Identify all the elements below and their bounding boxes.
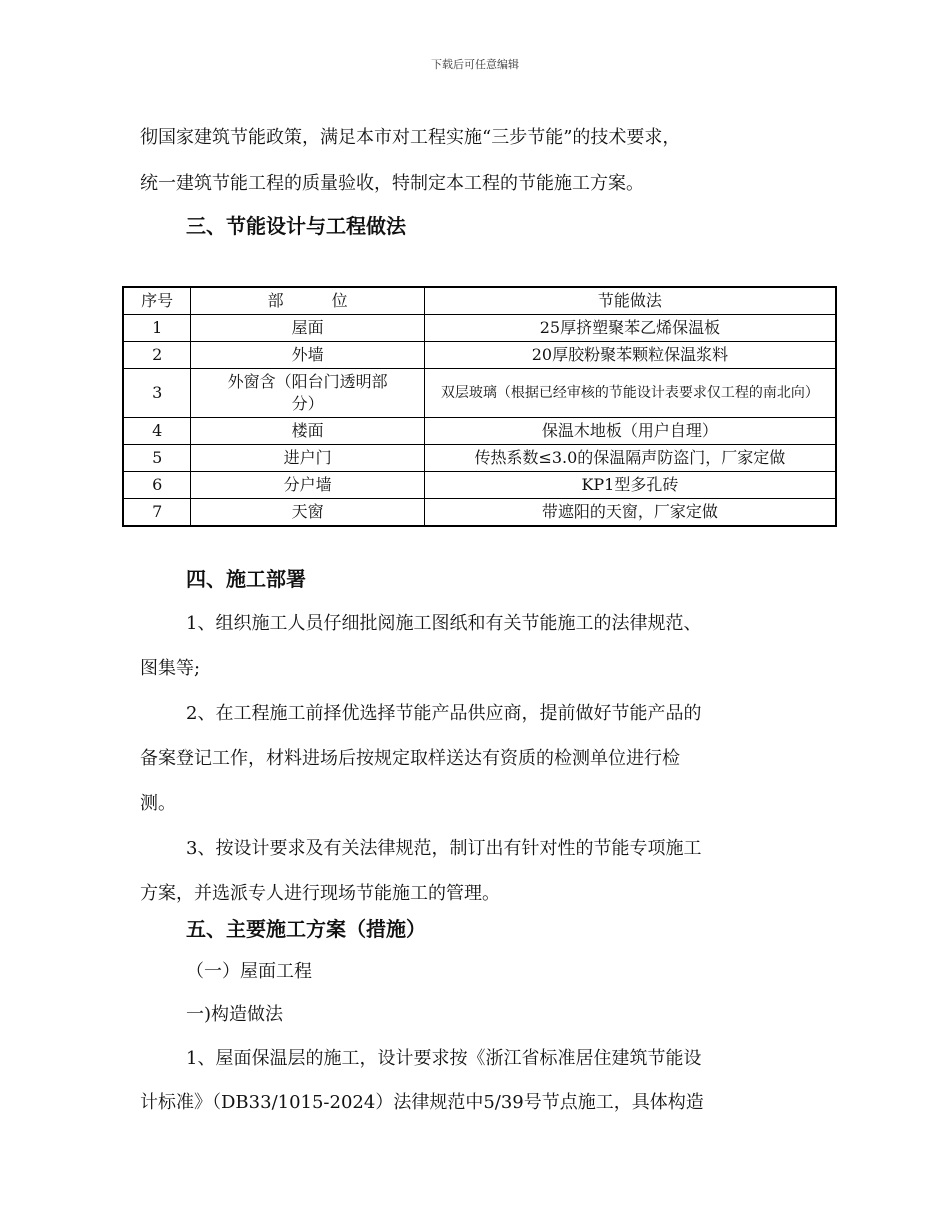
table-row	[123, 472, 836, 499]
energy-saving-table	[122, 286, 837, 527]
cell-index: 1	[123, 315, 191, 342]
cell-index: 2	[123, 342, 191, 369]
cell-index: 3	[123, 369, 191, 418]
intro-line-1: 彻国家建筑节能政策，满足本市对工程实施“三步节能”的技术要求，	[140, 127, 681, 148]
cell-part: 屋面	[191, 315, 424, 342]
table-row	[123, 418, 836, 445]
s4-item3-line-2: 方案，并选派专人进行现场节能施工的管理。	[140, 883, 500, 904]
table-header-row	[123, 287, 836, 315]
cell-part: 天窗	[191, 499, 424, 527]
section-5-title: 五、主要施工方案（措施）	[186, 917, 426, 941]
cell-index: 7	[123, 499, 191, 527]
table-row	[123, 315, 836, 342]
cell-method: 25厚挤塑聚苯乙烯保温板	[424, 315, 836, 342]
cell-part: 分户墙	[191, 472, 424, 499]
table-row	[123, 342, 836, 369]
cell-index: 5	[123, 445, 191, 472]
cell-method: 带遮阳的天窗，厂家定做	[424, 499, 836, 527]
s4-item1-line-1: 1、组织施工人员仔细批阅施工图纸和有关节能施工的法律规范、	[186, 613, 702, 634]
section-4-title: 四、施工部署	[186, 567, 306, 591]
cell-part: 进户门	[191, 445, 424, 472]
s5-subheading-construction: 一)构造做法	[186, 1004, 284, 1025]
s5-item1-line-2: 计标准》（DB33/1015-2024）法律规范中5/39号节点施工，具体构造	[140, 1092, 704, 1113]
cell-part-line-2: 分）	[291, 394, 324, 413]
s4-item2-line-3: 测。	[140, 793, 176, 814]
s5-item1-line-1: 1、屋面保温层的施工，设计要求按《浙江省标准居住建筑节能设	[186, 1048, 702, 1069]
s5-subheading-roof: （一）屋面工程	[186, 961, 312, 982]
cell-index: 4	[123, 418, 191, 445]
cell-method: KP1型多孔砖	[424, 472, 836, 499]
header-cell-part: 部 位	[191, 287, 424, 315]
table-row	[123, 445, 836, 472]
cell-method: 双层玻璃（根据已经审核的节能设计表要求仅工程的南北向）	[424, 369, 836, 418]
section-3-title: 三、节能设计与工程做法	[186, 214, 406, 238]
s4-item2-line-2: 备案登记工作，材料进场后按规定取样送达有资质的检测单位进行检	[140, 748, 680, 769]
cell-part-line-1: 外窗含（阳台门透明部	[227, 372, 388, 391]
cell-method: 保温木地板（用户自理）	[424, 418, 836, 445]
table-row	[123, 369, 836, 418]
cell-method: 传热系数≤3.0的保温隔声防盗门，厂家定做	[424, 445, 836, 472]
cell-part: 楼面	[191, 418, 424, 445]
cell-part: 外墙	[191, 342, 424, 369]
cell-method: 20厚胶粉聚苯颗粒保温浆料	[424, 342, 836, 369]
header-cell-index: 序号	[123, 287, 191, 315]
s4-item1-line-2: 图集等;	[140, 658, 201, 679]
cell-part	[191, 369, 424, 418]
header-cell-method: 节能做法	[424, 287, 836, 315]
table-row	[123, 499, 836, 527]
intro-line-2: 统一建筑节能工程的质量验收，特制定本工程的节能施工方案。	[140, 173, 644, 194]
cell-index: 6	[123, 472, 191, 499]
header-note: 下载后可任意编辑	[431, 58, 519, 71]
s4-item3-line-1: 3、按设计要求及有关法律规范，制订出有针对性的节能专项施工	[186, 838, 702, 859]
s4-item2-line-1: 2、在工程施工前择优选择节能产品供应商，提前做好节能产品的	[186, 703, 702, 724]
